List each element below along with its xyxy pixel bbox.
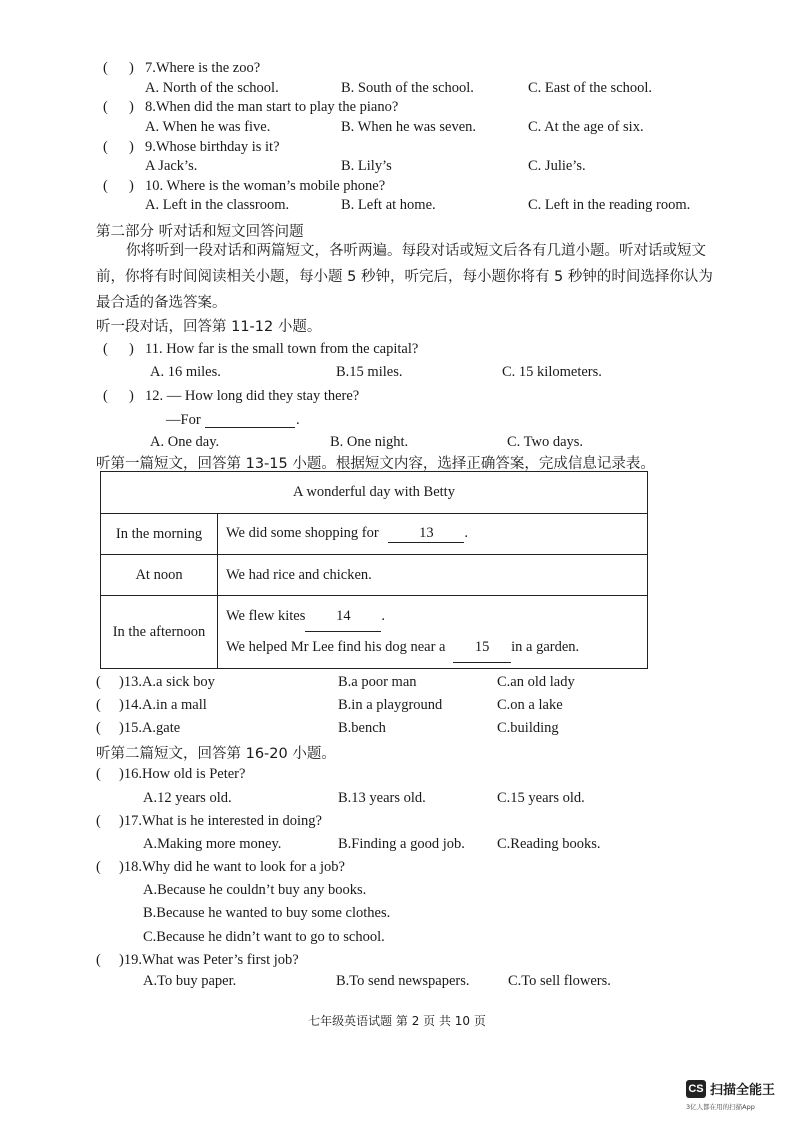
option-b: B. Lily’s <box>341 158 392 174</box>
afternoon-line-1 <box>226 601 639 632</box>
cell-end: . <box>464 525 468 541</box>
answer-paren-right: ) <box>129 388 134 404</box>
question-stem: )16.How old is Peter? <box>119 766 246 782</box>
reply-end: . <box>296 412 300 428</box>
passage2-intro-line <box>0 742 794 764</box>
option-c: C. Left in the reading room. <box>528 197 691 213</box>
option-a: A.Because he couldn’t buy any books. <box>143 882 367 898</box>
question-stem: 7.Where is the zoo? <box>145 60 261 76</box>
question-11-options <box>0 364 794 386</box>
option-b: B.bench <box>338 720 386 736</box>
cell-text: We helped Mr Lee find his dog near a <box>226 639 446 655</box>
option-c: C.Reading books. <box>497 836 601 852</box>
cell-text: We had rice and chicken. <box>218 555 648 596</box>
answer-paren-left: ( <box>96 766 101 782</box>
question-18 <box>0 859 794 881</box>
answer-paren-left: ( <box>103 388 108 404</box>
question-18-option-b <box>0 905 794 927</box>
table-row <box>101 555 648 596</box>
question-stem: )19.What was Peter’s first job? <box>119 952 299 968</box>
option-b: B. One night. <box>330 434 409 450</box>
question-7 <box>0 60 794 82</box>
option-a: A. North of the school. <box>145 80 279 96</box>
page-footer: 七年级英语试题 第 2 页 共 10 页 <box>308 1014 486 1028</box>
reply-text: —For <box>166 412 201 428</box>
answer-paren-left: ( <box>96 813 101 829</box>
answer-paren-left: ( <box>96 859 101 875</box>
question-18-option-c <box>0 929 794 951</box>
option-a: A. Left in the classroom. <box>145 197 290 213</box>
answer-paren-left: ( <box>103 99 108 115</box>
table-row <box>101 472 648 514</box>
question-stem: )15.A.gate <box>119 720 181 736</box>
cell-text: We did some shopping for <box>226 525 379 541</box>
option-b: B. When he was seven. <box>341 119 477 135</box>
blank-13: 13 <box>388 525 464 543</box>
answer-paren-left: ( <box>96 952 101 968</box>
option-a: A. 16 miles. <box>150 364 221 380</box>
question-13 <box>0 674 794 696</box>
cell-end: . <box>381 608 385 624</box>
option-b: B. South of the school. <box>341 80 474 96</box>
question-19 <box>0 952 794 974</box>
answer-blank <box>205 412 295 433</box>
question-11 <box>0 341 794 363</box>
row-label: In the afternoon <box>101 596 218 669</box>
option-a: A.To buy paper. <box>143 973 237 989</box>
row-label: At noon <box>101 555 218 596</box>
answer-paren-left: ( <box>103 139 108 155</box>
option-c: C.Because he didn’t want to go to school. <box>143 929 385 945</box>
question-17-options <box>0 836 794 858</box>
question-15 <box>0 720 794 742</box>
logo-tagline: 3亿人都在用的扫描App <box>686 1103 755 1111</box>
answer-paren-right: ) <box>129 99 134 115</box>
option-b: B.a poor man <box>338 674 417 690</box>
question-16-options <box>0 790 794 812</box>
option-b: B.Finding a good job. <box>338 836 465 852</box>
dialogue-intro-line <box>0 315 794 337</box>
question-12-reply <box>0 412 794 434</box>
scanner-logo <box>686 1078 786 1114</box>
question-stem: 12. — How long did they stay there? <box>145 388 360 404</box>
question-12 <box>0 388 794 410</box>
option-a: A.Making more money. <box>143 836 282 852</box>
option-a: A Jack’s. <box>145 158 198 174</box>
option-c: C.15 years old. <box>497 790 585 806</box>
option-b: B.13 years old. <box>338 790 426 806</box>
question-stem: 9.Whose birthday is it? <box>145 139 280 155</box>
answer-paren-left: ( <box>96 674 101 690</box>
cs-badge-icon: CS <box>686 1080 706 1098</box>
option-a: A. When he was five. <box>145 119 271 135</box>
table-row <box>101 514 648 555</box>
afternoon-line-2 <box>226 632 639 663</box>
option-c: C.To sell flowers. <box>508 973 611 989</box>
question-10-options <box>0 197 794 219</box>
question-stem: 10. Where is the woman’s mobile phone? <box>145 178 386 194</box>
blank-14: 14 <box>305 601 381 632</box>
option-b: B.To send newspapers. <box>336 973 470 989</box>
answer-paren-right: ) <box>129 60 134 76</box>
option-c: C.building <box>497 720 559 736</box>
question-16 <box>0 766 794 788</box>
cell-end: in a garden. <box>511 639 580 655</box>
table-cell <box>218 596 648 669</box>
option-c: C. Two days. <box>507 434 584 450</box>
record-table <box>100 471 648 669</box>
part2-instructions: 你将听到一段对话和两篇短文，各听两遍。每段对话或短文后各有几道小题。听对话或短文前，你将有时间阅读相关小题，每小题 5 秒钟，听完后，每小题你将有 5 秒钟的时间选择你认为最合适的备选答案。 <box>96 243 713 311</box>
question-9-options <box>0 158 794 180</box>
answer-paren-left: ( <box>103 60 108 76</box>
cell-text: We flew kites <box>226 608 306 624</box>
question-8 <box>0 99 794 121</box>
question-18-option-a <box>0 882 794 904</box>
part2-heading: 第二部分 听对话和短文回答问题 <box>96 224 304 240</box>
option-b: B.in a playground <box>338 697 443 713</box>
option-b: B.15 miles. <box>336 364 403 380</box>
question-stem: )13.A.a sick boy <box>119 674 215 690</box>
dialogue-intro: 听一段对话，回答第 11-12 小题。 <box>96 319 322 335</box>
option-c: C. 15 kilometers. <box>502 364 602 380</box>
passage2-intro: 听第二篇短文，回答第 16-20 小题。 <box>96 746 336 762</box>
question-stem: )18.Why did he want to look for a job? <box>119 859 345 875</box>
answer-paren-left: ( <box>103 341 108 357</box>
table-row <box>101 596 648 669</box>
answer-paren-right: ) <box>129 341 134 357</box>
question-19-options <box>0 973 794 995</box>
row-label: In the morning <box>101 514 218 555</box>
answer-paren-right: ) <box>129 178 134 194</box>
option-c: C. Julie’s. <box>528 158 586 174</box>
answer-paren-left: ( <box>103 178 108 194</box>
question-14 <box>0 697 794 719</box>
passage1-intro: 听第一篇短文，回答第 13-15 小题。根据短文内容，选择正确答案，完成信息记录表。 <box>96 456 655 472</box>
question-17 <box>0 813 794 835</box>
question-stem: )17.What is he interested in doing? <box>119 813 322 829</box>
option-a: A. One day. <box>150 434 220 450</box>
option-b: B. Left at home. <box>341 197 436 213</box>
question-stem: 11. How far is the small town from the capital? <box>145 341 419 357</box>
table-cell <box>218 514 648 555</box>
option-c: C.an old lady <box>497 674 575 690</box>
logo-name: 扫描全能王 <box>710 1083 776 1098</box>
question-stem: )14.A.in a mall <box>119 697 207 713</box>
option-c: C.on a lake <box>497 697 563 713</box>
question-stem: 8.When did the man start to play the piano? <box>145 99 399 115</box>
question-8-options <box>0 119 794 141</box>
option-c: C. At the age of six. <box>528 119 644 135</box>
option-b: B.Because he wanted to buy some clothes. <box>143 905 391 921</box>
answer-paren-left: ( <box>96 697 101 713</box>
blank-15: 15 <box>453 632 511 663</box>
option-c: C. East of the school. <box>528 80 653 96</box>
option-a: A.12 years old. <box>143 790 232 806</box>
answer-paren-left: ( <box>96 720 101 736</box>
answer-paren-right: ) <box>129 139 134 155</box>
table-title: A wonderful day with Betty <box>101 472 648 514</box>
